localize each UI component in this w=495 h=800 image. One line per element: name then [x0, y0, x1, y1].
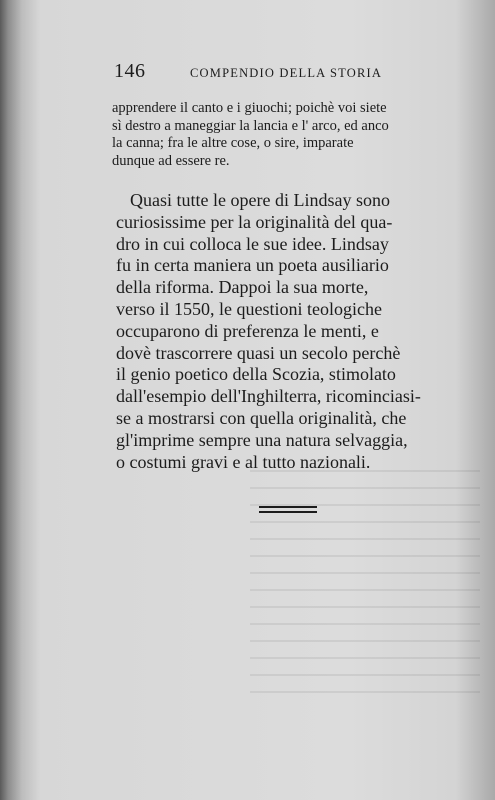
- text-line: dovè trascorrere quasi un secolo perchè: [116, 342, 401, 363]
- text-line: occuparono di preferenza le menti, e: [116, 320, 379, 341]
- text-line: dunque ad essere re.: [112, 152, 230, 169]
- text-line: se a mostrarsi con quella originalità, che: [116, 407, 407, 428]
- text-line: dro in cui colloca le sue idee. Lindsay: [116, 233, 389, 254]
- text-line: gl'imprime sempre una natura selvaggia,: [116, 429, 408, 450]
- bleed-through-texture: [250, 470, 480, 700]
- text-line: sì destro a maneggiar la lancia e l' arco, ed anco: [112, 117, 389, 134]
- text-line: verso il 1550, le questioni teologiche: [116, 298, 382, 319]
- running-title: COMPENDIO DELLA STORIA: [190, 66, 383, 80]
- page-header: [114, 60, 474, 82]
- section-divider: [259, 506, 317, 514]
- text-line: della riforma. Dappoi la sua morte,: [116, 277, 369, 298]
- divider-line-top: [259, 506, 317, 508]
- page-number: 146: [114, 60, 146, 82]
- text-line: curiosissime per la originalità del qua-: [116, 211, 393, 232]
- divider-line-bottom: [259, 511, 317, 513]
- text-line: il genio poetico della Scozia, stimolato: [116, 364, 396, 385]
- text-line: apprendere il canto e i giuochi; poichè voi siete: [112, 100, 387, 116]
- text-line: la canna; fra le altre cose, o sire, imparate: [112, 135, 354, 152]
- text-line: Quasi tutte le opere di Lindsay sono: [130, 190, 390, 210]
- text-line: o costumi gravi e al tutto nazionali.: [116, 451, 371, 472]
- paragraph-2: [116, 190, 474, 473]
- text-line: fu in certa maniera un poeta ausiliario: [116, 255, 389, 276]
- text-line: dall'esempio dell'Inghilterra, ricominciasi-: [116, 386, 421, 407]
- paragraph-1: [112, 100, 482, 170]
